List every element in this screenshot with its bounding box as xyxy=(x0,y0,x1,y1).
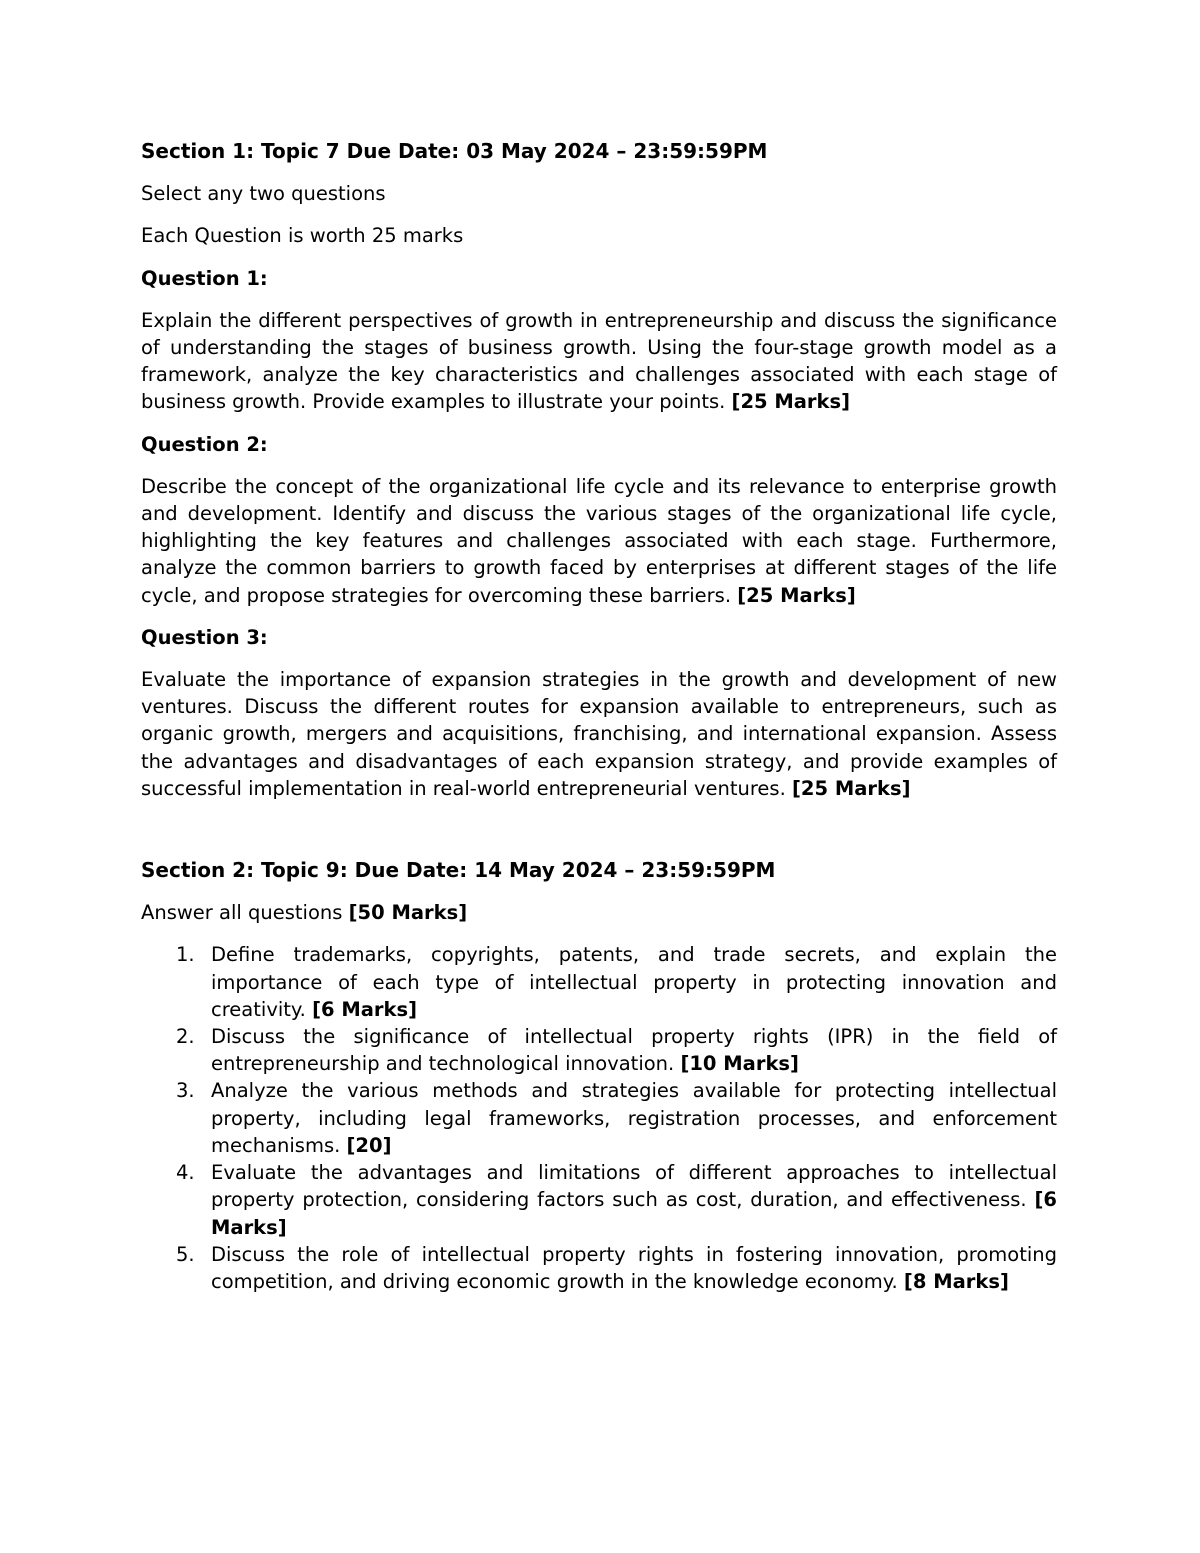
question-3-marks: [25 Marks] xyxy=(791,776,911,800)
question-3-title: Question 3: xyxy=(141,625,268,649)
section-1-heading: Section 1: Topic 7 Due Date: 03 May 2024 – 23:59:59PM xyxy=(141,139,768,163)
document-page xyxy=(141,138,1057,1295)
list-item-marks: [10 Marks] xyxy=(680,1052,799,1076)
section-2-instruction-marks: [50 Marks] xyxy=(348,901,468,925)
list-item-number: 2. xyxy=(176,1025,195,1049)
question-2-marks: [25 Marks] xyxy=(737,583,856,607)
list-item-text: Evaluate the advantages and limitations of different approaches to intellectual property protection, considering factors such as cost, duration, and effectiveness. xyxy=(211,1161,1057,1212)
section-spacer xyxy=(141,817,1057,857)
question-1-body: Explain the different perspectives of growth in entrepreneurship and discuss the significance of understanding the stages of business growth. Using the four-stage growth model as a framework, analyze the key characteristics and challenges associated with each stage of business growth. Provide examples to illustrate your points. xyxy=(141,308,1057,414)
question-3-body: Evaluate the importance of expansion strategies in the growth and development of new ventures. Discuss the different routes for expansion available to entrepreneurs, such as organic growth, mergers and acquisitions, franchising, and international expansion. Assess the advantages and disadvantages of each expansion strategy, and provide examples of successful implementation in real-world entrepreneurial ventures. xyxy=(141,668,1057,800)
list-item-number: 1. xyxy=(176,943,195,967)
section-2-instruction-text: Answer all questions xyxy=(141,901,349,925)
list-item-number: 4. xyxy=(176,1161,195,1185)
list-item xyxy=(141,1159,1057,1241)
list-item-number: 3. xyxy=(176,1079,195,1103)
list-item-marks: [6 Marks] xyxy=(312,997,418,1021)
list-item xyxy=(141,1023,1057,1077)
question-1-marks: [25 Marks] xyxy=(731,390,851,414)
list-item xyxy=(141,941,1057,1023)
section-2-instruction xyxy=(141,899,1057,926)
list-item-text: Discuss the significance of intellectual property rights (IPR) in the field of entrepreneurship and technological innovation. xyxy=(211,1025,1057,1076)
question-1-text xyxy=(141,307,1057,416)
list-item-marks: [6 Marks] xyxy=(211,1188,1057,1239)
section-1-instruction-worth: Each Question is worth 25 marks xyxy=(141,224,464,248)
list-item-number: 5. xyxy=(176,1242,195,1266)
list-item xyxy=(141,1077,1057,1159)
section-2-question-list xyxy=(141,941,1057,1295)
list-item-text: Analyze the various methods and strategies available for protecting intellectual property, including legal frameworks, registration processes, and enforcement mechanisms. xyxy=(211,1079,1057,1157)
section-1-instruction-select: Select any two questions xyxy=(141,182,386,206)
question-3-text xyxy=(141,666,1057,802)
question-2-text xyxy=(141,473,1057,609)
question-1-title: Question 1: xyxy=(141,266,268,290)
question-2-body: Describe the concept of the organizational life cycle and its relevance to enterprise growth and development. Identify and discuss the various stages of the organizational life cycle, highlighting the key features and challenges associated with each stage. Furthermore, analyze the common barriers to growth faced by enterprises at different stages of the life cycle, and propose strategies for overcoming these barriers. xyxy=(141,474,1057,607)
list-item-marks: [20] xyxy=(346,1133,392,1157)
question-2-title: Question 2: xyxy=(141,432,268,456)
section-2-heading: Section 2: Topic 9: Due Date: 14 May 2024 – 23:59:59PM xyxy=(141,858,776,883)
list-item-text: Discuss the role of intellectual property rights in fostering innovation, promoting competition, and driving economic growth in the knowledge economy. xyxy=(211,1242,1057,1293)
list-item-text: Define trademarks, copyrights, patents, and trade secrets, and explain the importance of each type of intellectual property in protecting innovation and creativity. xyxy=(211,943,1057,1021)
list-item-marks: [8 Marks] xyxy=(903,1269,1009,1293)
list-item xyxy=(141,1241,1057,1295)
